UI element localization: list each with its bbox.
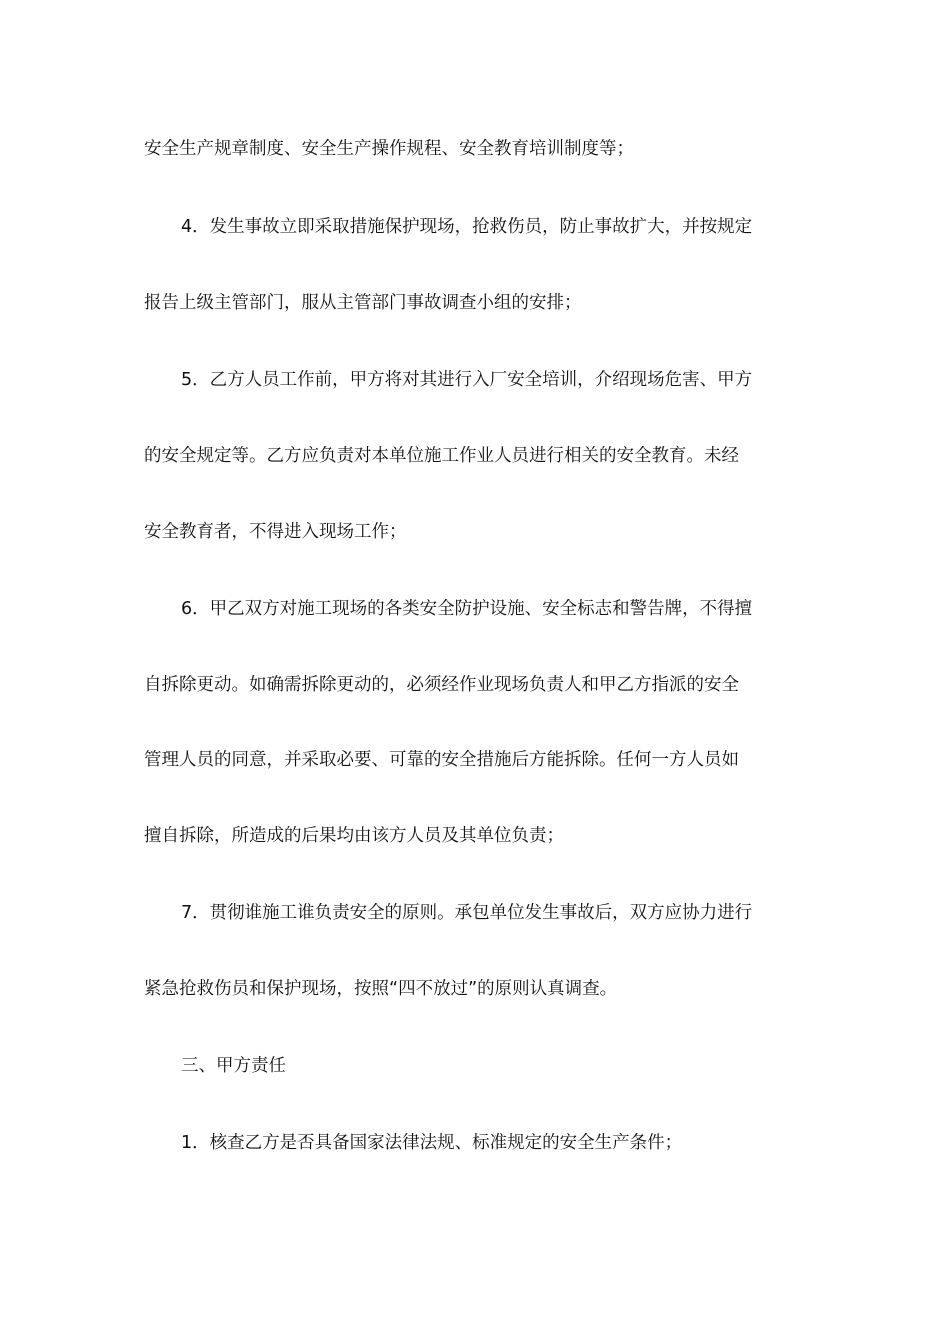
text-line: 的安全规定等。乙方应负责对本单位施工作业人员进行相关的安全教育。未经 [144,446,739,466]
section-heading: 三、甲方责任 [181,1056,286,1076]
text-line: 自拆除更动。如确需拆除更动的，必须经作业现场负责人和甲乙方指派的安全 [144,675,739,695]
text-line: 6．甲乙双方对施工现场的各类安全防护设施、安全标志和警告牌，不得擅 [181,599,753,619]
text-line: 管理人员的同意，并采取必要、可靠的安全措施后方能拆除。任何一方人员如 [144,750,739,770]
text-line: 1．核查乙方是否具备国家法律法规、标准规定的安全生产条件； [181,1133,683,1153]
text-line: 安全教育者，不得进入现场工作； [144,522,407,542]
text-line: 擅自拆除，所造成的后果均由该方人员及其单位负责； [144,826,564,846]
text-line: 报告上级主管部门，服从主管部门事故调查小组的安排； [144,293,582,313]
text-line: 4．发生事故立即采取措施保护现场，抢救伤员，防止事故扩大，并按规定 [181,217,753,237]
text-line: 安全生产规章制度、安全生产操作规程、安全教育培训制度等； [144,139,634,159]
text-line: 紧急抢救伤员和保护现场，按照“四不放过”的原则认真调查。 [144,979,618,999]
text-line: 7．贯彻谁施工谁负责安全的原则。承包单位发生事故后，双方应协力进行 [181,903,753,923]
text-line: 5．乙方人员工作前，甲方将对其进行入厂安全培训，介绍现场危害、甲方 [181,370,753,390]
